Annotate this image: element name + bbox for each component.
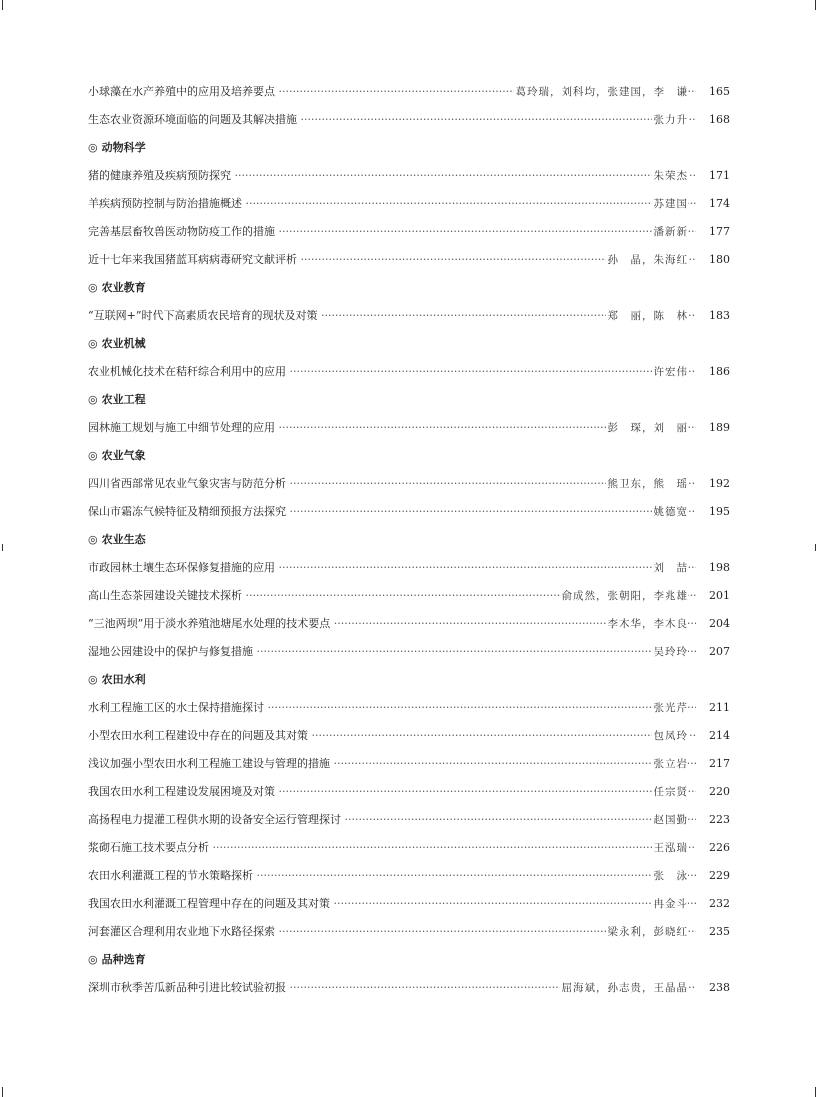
section-bullet-icon: ◎	[88, 673, 98, 686]
page-number: 229	[709, 869, 730, 882]
article-authors: 葛玲瑞，刘科均，张建国，李 谦	[515, 86, 688, 98]
section-bullet-icon: ◎	[88, 281, 98, 294]
page-number: 186	[709, 365, 730, 378]
article-title: 我国农田水利灌溉工程管理中存在的问题及其对策 ·····	[88, 896, 696, 912]
article-authors: 张力升	[653, 114, 688, 126]
toc-entry	[88, 78, 730, 106]
toc-entry	[88, 190, 730, 218]
section-title: 农业机械	[101, 337, 146, 350]
page-number: 183	[709, 309, 730, 322]
article-authors: 孙 晶，朱海红	[607, 254, 688, 266]
crop-mark-bottom-left	[2, 1087, 3, 1097]
toc-entry	[88, 302, 730, 330]
article-authors: 赵国勤	[653, 814, 688, 826]
section-title: 动物科学	[101, 141, 146, 154]
article-authors: 朱荣杰	[653, 170, 688, 182]
section-title: 品种选育	[101, 953, 146, 966]
article-authors: 苏建国	[653, 198, 688, 210]
page-number: 226	[709, 841, 730, 854]
article-authors: 俞成然，张朝阳，李兆雄	[561, 590, 688, 602]
section-bullet-icon: ◎	[88, 953, 98, 966]
toc-entry	[88, 414, 730, 442]
article-authors: 冉金斗	[653, 898, 688, 910]
section-bullet-icon: ◎	[88, 393, 98, 406]
section-bullet-icon: ◎	[88, 337, 98, 350]
table-of-contents	[88, 78, 730, 1002]
page-number: 232	[709, 897, 730, 910]
toc-entry	[88, 554, 730, 582]
section-title: 农业气象	[101, 449, 146, 462]
page-number: 180	[709, 253, 730, 266]
article-title: 近十七年来我国猪蓝耳病病毒研究文献评析 ·····	[88, 252, 696, 268]
article-title: 高山生态茶园建设关键技术探析 ·····	[88, 588, 696, 604]
crop-mark-bottom-right	[815, 1087, 816, 1097]
article-title: “三池两坝”用于淡水养殖池塘尾水处理的技术要点 ·····	[88, 616, 696, 632]
crop-mark-top-right	[815, 0, 816, 10]
page-number: 174	[709, 197, 730, 210]
article-authors: 姚德宽	[653, 506, 688, 518]
page-number: 220	[709, 785, 730, 798]
article-title: 浅议加强小型农田水利工程施工建设与管理的措施 ·····	[88, 756, 696, 772]
article-title: 猪的健康养殖及疾病预防探究 ·····	[88, 168, 696, 184]
article-title: 保山市霜冻气候特征及精细预报方法探究 ·····	[88, 504, 696, 520]
section-title: 农业教育	[101, 281, 146, 294]
section-label	[88, 952, 146, 968]
page-number: 192	[709, 477, 730, 490]
toc-entry	[88, 638, 730, 666]
section-label	[88, 392, 146, 408]
toc-entry	[88, 498, 730, 526]
section-bullet-icon: ◎	[88, 449, 98, 462]
page-number: 207	[709, 645, 730, 658]
toc-entry	[88, 610, 730, 638]
page-number: 235	[709, 925, 730, 938]
section-heading	[88, 330, 730, 358]
article-authors: 潘新新	[653, 226, 688, 238]
article-authors: 彭 琛，刘 丽	[607, 422, 688, 434]
section-heading	[88, 666, 730, 694]
article-authors: 张光芹	[653, 702, 688, 714]
section-heading	[88, 274, 730, 302]
article-title: 生态农业资源环境面临的问题及其解决措施 ·····	[88, 112, 696, 128]
article-authors: 任宗贤	[653, 786, 688, 798]
toc-entry	[88, 722, 730, 750]
article-authors: 许宏伟	[653, 366, 688, 378]
toc-entry	[88, 862, 730, 890]
section-label	[88, 672, 146, 688]
section-label	[88, 140, 146, 156]
toc-entry	[88, 918, 730, 946]
toc-entry	[88, 358, 730, 386]
section-title: 农业生态	[101, 533, 146, 546]
article-authors: 梁永利，彭晓红	[607, 926, 688, 938]
article-title: 农田水利灌溉工程的节水策略探析 ·····	[88, 868, 696, 884]
article-authors: 包凤玲	[653, 730, 688, 742]
page-number: 195	[709, 505, 730, 518]
crop-mark-mid-left	[2, 544, 3, 551]
section-heading	[88, 386, 730, 414]
article-authors: 李木华，李木良	[607, 618, 688, 630]
page-number: 211	[709, 701, 730, 714]
section-label	[88, 336, 146, 352]
article-authors: 张 泳	[653, 870, 688, 882]
toc-entry	[88, 778, 730, 806]
article-title: 高扬程电力提灌工程供水期的设备安全运行管理探讨 ·····	[88, 812, 696, 828]
article-title: 湿地公园建设中的保护与修复措施 ·····	[88, 644, 696, 660]
toc-entry	[88, 806, 730, 834]
section-heading	[88, 526, 730, 554]
toc-entry	[88, 582, 730, 610]
section-label	[88, 280, 146, 296]
toc-entry	[88, 834, 730, 862]
toc-entry	[88, 470, 730, 498]
page-number: 177	[709, 225, 730, 238]
article-title: 河套灌区合理利用农业地下水路径探索 ·····	[88, 924, 696, 940]
section-label	[88, 448, 146, 464]
section-bullet-icon: ◎	[88, 533, 98, 546]
article-title: 四川省西部常见农业气象灾害与防范分析 ·····	[88, 476, 696, 492]
page-number: 198	[709, 561, 730, 574]
article-title: “互联网+”时代下高素质农民培育的现状及对策 ·····	[88, 308, 696, 324]
toc-entry	[88, 750, 730, 778]
toc-entry	[88, 890, 730, 918]
article-title: 水利工程施工区的水土保持措施探讨 ·····	[88, 700, 696, 716]
article-authors: 张立岩	[653, 758, 688, 770]
page-number: 238	[709, 981, 730, 994]
page-number: 217	[709, 757, 730, 770]
article-title: 羊疾病预防控制与防治措施概述 ·····	[88, 196, 696, 212]
section-label	[88, 532, 146, 548]
crop-mark-mid-right	[815, 544, 816, 551]
section-bullet-icon: ◎	[88, 141, 98, 154]
page-number: 214	[709, 729, 730, 742]
article-title: 浆砌石施工技术要点分析 ·····	[88, 840, 696, 856]
page-number: 201	[709, 589, 730, 602]
section-heading	[88, 442, 730, 470]
toc-entry	[88, 106, 730, 134]
section-heading	[88, 134, 730, 162]
page-number: 189	[709, 421, 730, 434]
toc-entry	[88, 974, 730, 1002]
article-authors: 吴玲玲	[653, 646, 688, 658]
section-title: 农业工程	[101, 393, 146, 406]
section-title: 农田水利	[101, 673, 146, 686]
page-number: 223	[709, 813, 730, 826]
article-title: 园林施工规划与施工中细节处理的应用 ·····	[88, 420, 696, 436]
article-title: 深圳市秋季苦瓜新品种引进比较试验初报 ·····	[88, 980, 696, 996]
article-title: 市政园林土壤生态环保修复措施的应用 ·····	[88, 560, 696, 576]
article-title: 农业机械化技术在秸秆综合利用中的应用 ·····	[88, 364, 696, 380]
page-number: 168	[709, 113, 730, 126]
toc-entry	[88, 694, 730, 722]
article-title: 我国农田水利工程建设发展困境及对策 ·····	[88, 784, 696, 800]
article-title: 完善基层畜牧兽医动物防疫工作的措施 ·····	[88, 224, 696, 240]
toc-entry	[88, 218, 730, 246]
toc-entry	[88, 246, 730, 274]
toc-entry	[88, 162, 730, 190]
crop-mark-top-left	[2, 0, 3, 10]
article-authors: 王泓瑞	[653, 842, 688, 854]
article-authors: 郑 丽，陈 林	[607, 310, 688, 322]
article-authors: 屈海斌，孙志贵，王晶晶	[561, 982, 688, 994]
article-authors: 熊卫东，熊 瑶	[607, 478, 688, 490]
section-heading	[88, 946, 730, 974]
article-authors: 刘 喆	[653, 562, 688, 574]
article-title: 小球藻在水产养殖中的应用及培养要点 ·····	[88, 84, 696, 100]
page-number: 204	[709, 617, 730, 630]
article-title: 小型农田水利工程建设中存在的问题及其对策 ·····	[88, 728, 696, 744]
page-number: 171	[709, 169, 730, 182]
page-number: 165	[709, 85, 730, 98]
